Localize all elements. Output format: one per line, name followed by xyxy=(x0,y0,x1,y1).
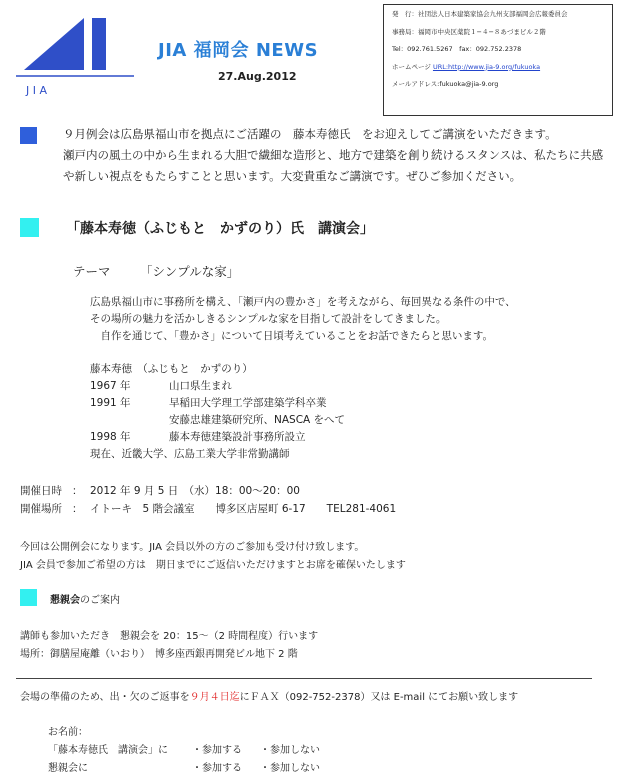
party-heading: 懇親会のご案内 xyxy=(50,595,120,606)
reply-row-label: 懇親会に xyxy=(48,763,88,774)
event-date-label: 開催日時 xyxy=(20,485,62,497)
attend-option[interactable]: ・参加する xyxy=(192,763,242,774)
intro-marker-square xyxy=(20,127,37,144)
name-label: お名前： xyxy=(48,727,88,738)
intro-paragraph: ９月例会は広島県福山市を拠点にご活躍の 藤本寿徳氏 をお迎えしてご講演をいただきます。 瀬戸内の風土の中から生まれる大胆で繊細な造形と、地方で建築を創り続けるスタンスは、私たちに共感 や新しい視点をもたらすことと思います。大変貴重なご講演です。ぜひご参加ください。 xyxy=(63,127,604,183)
public-notice: 今回は公開例会になります。JIA 会員以外の方のご参加も受け付け致します。 xyxy=(20,542,365,553)
theme-value: 「シンプルな家」 xyxy=(140,264,240,279)
office-line: 事務局：福岡市中央区薬院１−４−８あづまビル２階 xyxy=(392,27,546,36)
tel-fax-line: Tel：092.761.5267 fax：092.752.2378 xyxy=(392,45,522,53)
lecture-marker-square xyxy=(20,218,39,237)
reply-row-label: 「藤本寿徳氏 講演会」に xyxy=(48,745,168,756)
event-date-value: 2012 年 9 月 5 日 （水）18：00〜20：00 xyxy=(90,485,300,497)
event-place-value: イトーキ 5 階会議室 博多区店屋町 6-17 TEL281-4061 xyxy=(90,503,397,515)
profile-row: 安藤忠雄建築研究所、NASCA をへて xyxy=(169,414,346,426)
profile-row: 1967 年 山口県生まれ xyxy=(90,380,232,392)
reply-request: 会場の準備のため、出・欠のご返事を９月４日迄にＦＡＸ（092-752-2378）又は E-mail にてお願い致します xyxy=(20,692,519,703)
publisher-info-box xyxy=(383,4,613,116)
theme-label: テーマ xyxy=(73,264,111,279)
logo-lettering: J I A xyxy=(26,84,48,97)
profile-row: 1998 年 藤本寿徳建築設計事務所設立 xyxy=(90,431,306,443)
speaker-profile xyxy=(90,361,346,463)
homepage-line: ホームページ URL:http://www.jia-9.org/fukuoka xyxy=(392,62,541,71)
profile-current: 現在、近畿大学、広島工業大学非常勤講師 xyxy=(90,448,290,460)
party-line-time: 講師も参加いただき 懇親会を 20：15〜（2 時間程度）行います xyxy=(20,631,319,642)
event-place-label: 開催場所 xyxy=(20,503,62,515)
absent-option[interactable]: ・参加しない xyxy=(260,745,320,756)
reply-deadline: ９月４日迄 xyxy=(189,692,240,703)
homepage-link[interactable]: URL:http://www.jia-9.org/fukuoka xyxy=(432,62,541,71)
issue-date: 27.Aug.2012 xyxy=(218,70,297,83)
newsletter-title: JIA 福岡会 NEWS xyxy=(158,40,319,61)
publisher-line: 発 行：社団法人日本建築家協会九州支部福岡会広報委員会 xyxy=(392,10,568,18)
member-notice: JIA 会員で参加ご希望の方は 期日までにご返信いただけますとお席を確保いたします xyxy=(20,560,406,571)
jia-logo xyxy=(16,14,134,98)
profile-name: 藤本寿徳 （ふじもと かずのり） xyxy=(90,363,253,375)
divider xyxy=(16,678,592,679)
absent-option[interactable]: ・参加しない xyxy=(260,763,320,774)
party-line-place: 場所：御膳屋庵離（いおり） 博多座西銀再開発ビル地下 2 階 xyxy=(20,649,298,660)
attend-option[interactable]: ・参加する xyxy=(192,745,242,756)
lecture-heading: 「藤本寿徳（ふじもと かずのり）氏 講演会」 xyxy=(66,221,374,237)
lecture-description: 広島県福山市に事務所を構え、「瀬戸内の豊かさ」を考えながら、毎回異なる条件の中で、 その場所の魅力を活かしきるシンプルな家を目指して設計をしてきました。 自作を通じて、「豊かさ」について日頃考えていることをお話できたらと思います。 xyxy=(90,296,516,342)
profile-row: 1991 年 早稲田大学理工学部建築学科卒業 xyxy=(90,397,327,409)
email-line: メールアドレス:fukuoka@jia-9.org xyxy=(392,80,499,88)
party-marker-square xyxy=(20,589,37,606)
